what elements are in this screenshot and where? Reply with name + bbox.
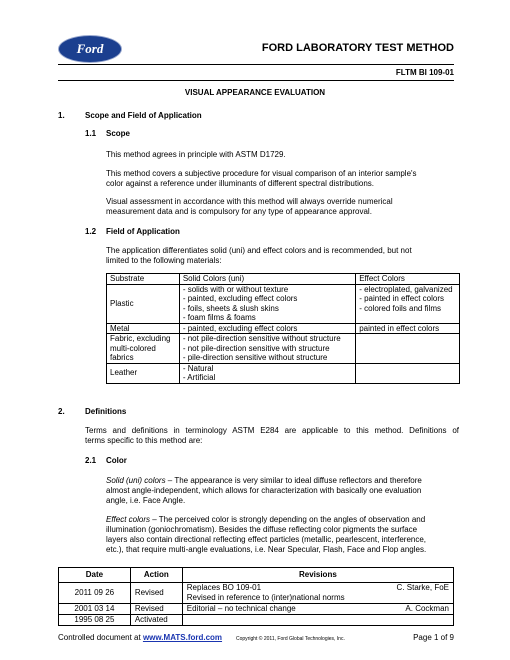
effect-colors-term: Effect colors	[106, 515, 151, 524]
solid-colors-line-2: almost angle-independent, which allows for characterization with basically one evaluation	[106, 486, 422, 495]
table-header-row	[107, 274, 460, 285]
effect-colors-line-2: illumination (goniochromatism). Besides the diffuse reflecting color pigments the surface	[106, 525, 418, 534]
list-item: - not pile-direction sensitive with structure	[182, 343, 330, 353]
metal-solid-cell: - painted, excluding effect colors	[179, 323, 355, 334]
section-1-1-title: Scope	[106, 129, 131, 138]
section-2-1-title: Color	[106, 456, 127, 465]
header-title: FORD LABORATORY TEST METHOD	[261, 42, 454, 54]
method-id: FLTM BI 109-01	[395, 68, 454, 77]
header-solid-colors: Solid Colors (uni)	[179, 274, 355, 285]
effect-colors-text: – The perceived color is strongly depending on the angles of observation and	[150, 515, 426, 524]
solid-colors-line-1	[106, 476, 422, 487]
plastic-effect-cell	[356, 284, 460, 323]
scope-para-2-line-1: This method covers a subjective procedure for visual comparison of an interior sample's	[106, 169, 417, 178]
substrate-line: multi-colored	[110, 343, 156, 353]
section-1-2-title: Field of Application	[106, 227, 180, 236]
effect-colors-line-1	[106, 515, 425, 526]
leather-solid-cell	[179, 363, 355, 383]
definitions-para-line-1: Terms and definitions in terminology ASTM E284 are applicable to this method. Definitions of	[85, 426, 459, 435]
scope-para-2-line-2: color against a reference under illuminants of different spectral distributions.	[106, 179, 374, 188]
section-2-1-number: 2.1	[85, 456, 97, 465]
section-1-1-number: 1.1	[85, 129, 97, 138]
footer-page-number: Page 1 of 9	[413, 633, 454, 642]
revision-date: 2001 03 14	[59, 604, 131, 615]
revisions-table	[58, 567, 454, 626]
scope-para-3-line-1: Visual assessment in accordance with this method will always override numerical	[106, 197, 393, 206]
revisions-header-action: Action	[130, 568, 182, 583]
scope-para-3-line-2: measurement data and is compulsory for any type of appearance approval.	[106, 207, 372, 216]
substrate-fabric	[107, 334, 180, 364]
revision-date: 1995 08 25	[59, 615, 131, 626]
footer-prefix: Controlled document at	[58, 633, 143, 642]
list-item: - colored foils and films	[359, 303, 442, 313]
revision-text-2: Revised in reference to (inter)national norms	[186, 593, 345, 602]
definitions-para-line-2: terms specific to this method are:	[85, 436, 203, 445]
document-title: VISUAL APPEARANCE EVALUATION	[184, 88, 326, 97]
table-row	[59, 604, 454, 615]
substrate-line: fabrics	[110, 353, 134, 362]
header-rule-2	[58, 80, 454, 81]
scope-para-1: This method agrees in principle with ASTM D1729.	[106, 150, 286, 159]
section-1-number: 1.	[58, 111, 65, 120]
list-item: - pile-direction sensitive without structure	[182, 353, 328, 362]
revision-line	[187, 604, 449, 614]
field-para-line-2: limited to the following materials:	[106, 256, 222, 265]
effect-colors-line-3: layers also contain directional reflecting effect particles (metallic, pearlescent, interference,	[106, 535, 427, 544]
table-row-fabric	[107, 334, 460, 364]
list-item: - painted, excluding effect colors	[182, 294, 298, 303]
list-item: - foils, sheets & slush skins	[182, 303, 279, 313]
logo-text: Ford	[76, 41, 104, 56]
solid-colors-text: – The appearance is very similar to ideal diffuse reflectors and therefore	[165, 476, 422, 485]
revision-author: C. Starke, FoE	[396, 583, 449, 592]
fabric-solid-cell	[179, 334, 355, 364]
table-row-plastic	[107, 284, 460, 323]
revision-date: 2011 09 26	[59, 583, 131, 604]
table-row	[59, 615, 454, 626]
footer-controlled	[58, 633, 222, 644]
section-1-2-number: 1.2	[85, 227, 97, 236]
header-substrate: Substrate	[107, 274, 180, 285]
list-item: - not pile-direction sensitive without structure	[182, 334, 341, 343]
revision-action: Activated	[130, 615, 182, 626]
substrate-plastic: Plastic	[107, 284, 180, 323]
revision-details	[182, 604, 453, 615]
revision-details	[182, 583, 453, 604]
revisions-header-revisions: Revisions	[182, 568, 453, 583]
leather-effect-cell	[356, 363, 460, 383]
effect-colors-line-4: etc.), that require multi-angle evaluations, i.e. Near Specular, Flash, Face and Flop angles.	[106, 545, 427, 554]
section-2-number: 2.	[58, 407, 65, 416]
table-row-metal	[107, 323, 460, 334]
solid-colors-term: Solid (uni) colors	[106, 476, 166, 485]
substrate-leather: Leather	[107, 363, 180, 383]
revision-details	[182, 615, 453, 626]
mats-link[interactable]: www.MATS.ford.com	[142, 633, 223, 642]
header-rule	[58, 64, 454, 65]
revision-action: Revised	[130, 604, 182, 615]
list-item: - electroplated, galvanized	[359, 284, 453, 294]
section-1-title: Scope and Field of Application	[85, 111, 202, 120]
section-2-title: Definitions	[85, 407, 127, 416]
revisions-header-date: Date	[59, 568, 131, 583]
field-para-line-1: The application differentiates solid (uni) and effect colors and is recommended, but not	[106, 246, 412, 255]
revision-author: A. Cockman	[405, 604, 449, 613]
list-item: - Artificial	[182, 373, 216, 382]
plastic-solid-cell	[179, 284, 355, 323]
list-item: - foam films & foams	[182, 313, 256, 322]
fabric-effect-cell	[356, 334, 460, 364]
materials-table	[106, 273, 460, 384]
revision-action: Revised	[130, 583, 182, 604]
table-row	[59, 583, 454, 604]
substrate-line: Fabric, excluding	[110, 334, 171, 343]
list-item: - Natural	[182, 363, 214, 373]
metal-effect-cell: painted in effect colors	[356, 323, 460, 334]
revision-line	[187, 583, 449, 593]
ford-logo	[58, 35, 122, 63]
table-row-leather	[107, 363, 460, 383]
revisions-header-row	[59, 568, 454, 583]
header-effect-colors: Effect Colors	[356, 274, 460, 285]
revision-text: Replaces BO 109-01	[186, 583, 262, 592]
revision-text: Editorial – no technical change	[186, 604, 296, 613]
footer-copyright: Copyright © 2011, Ford Global Technologies, Inc.	[236, 636, 345, 642]
list-item: - solids with or without texture	[182, 284, 289, 294]
solid-colors-line-3: angle, i.e. Face Angle.	[106, 496, 186, 505]
substrate-metal: Metal	[107, 323, 180, 334]
list-item: - painted in effect colors	[359, 294, 444, 303]
